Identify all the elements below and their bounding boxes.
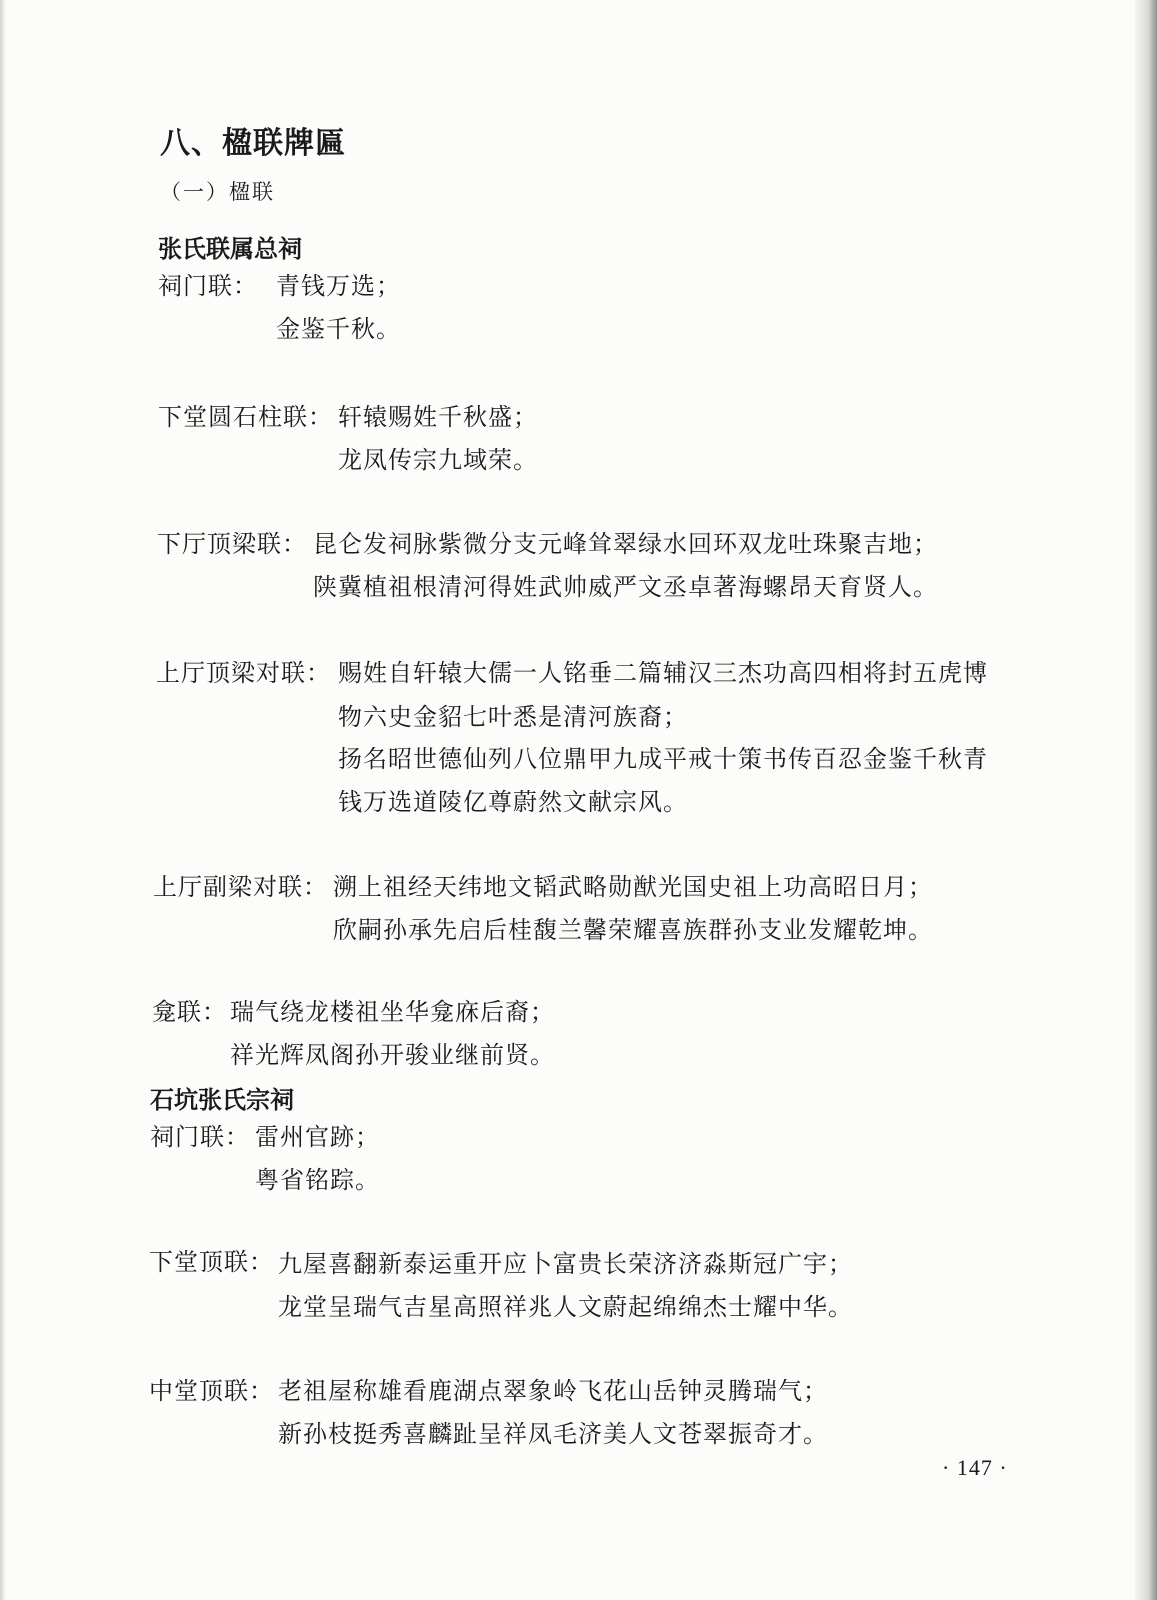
- couplet-line: 欣嗣孙承先启后桂馥兰馨荣耀喜族群孙支业发耀乾坤。: [333, 916, 933, 944]
- couplet-line: 龙堂呈瑞气吉星高照祥兆人文蔚起绵绵杰士耀中华。: [278, 1293, 853, 1321]
- couplet-line: 粤省铭踪。: [255, 1166, 380, 1194]
- couplet-line: 龙凤传宗九域荣。: [338, 446, 538, 474]
- couplet-line: 昆仑发祠脉紫微分支元峰耸翠绿水回环双龙吐珠聚吉地；: [313, 530, 938, 558]
- couplet-label: 下堂顶联：: [149, 1248, 274, 1276]
- page-left-edge: [0, 0, 6, 1600]
- couplet-line: 雷州官跡；: [255, 1123, 380, 1151]
- couplet-line: 扬名昭世德仙列八位鼎甲九成平戒十策书传百忍金鉴千秋青: [338, 745, 988, 773]
- couplet-line: 新孙枝挺秀喜麟趾呈祥凤毛济美人文苍翠振奇才。: [278, 1420, 828, 1448]
- subsection-title: （一）楹联: [160, 180, 275, 204]
- couplet-label: 上厅副梁对联：: [153, 873, 328, 901]
- couplet-label: 下厅顶梁联：: [157, 530, 307, 558]
- couplet-line: 九屋喜翻新泰运重开应卜富贵长荣济济淼斯冠广宇；: [278, 1250, 853, 1278]
- couplet-label: 下堂圆石柱联：: [158, 403, 333, 431]
- couplet-label: 上厅顶梁对联：: [156, 659, 331, 687]
- page-right-edge: [1135, 0, 1157, 1600]
- couplet-line: 金鉴千秋。: [276, 315, 401, 343]
- couplet-line: 瑞气绕龙楼祖坐华龛庥后裔；: [230, 998, 555, 1026]
- couplet-line: 钱万选道陵亿尊蔚然文献宗风。: [338, 788, 688, 816]
- group-title-zhang-main-hall: 张氏联属总祠: [158, 235, 302, 263]
- section-title: 八、楹联牌匾: [160, 126, 346, 161]
- group-title-shikeng-ancestral-hall: 石坑张氏宗祠: [150, 1086, 294, 1114]
- couplet-label: 祠门联：: [158, 272, 258, 300]
- couplet-line: 溯上祖经天纬地文韬武略勋猷光国史祖上功高昭日月；: [333, 873, 933, 901]
- couplet-line: 赐姓自轩辕大儒一人铭垂二篇辅汉三杰功高四相将封五虎博: [338, 659, 988, 687]
- couplet-label: 祠门联：: [150, 1123, 250, 1151]
- couplet-label: 中堂顶联：: [149, 1377, 274, 1405]
- couplet-line: 轩辕赐姓千秋盛；: [338, 403, 538, 431]
- couplet-line: 青钱万选；: [276, 272, 401, 300]
- couplet-line: 祥光辉凤阁孙开骏业继前贤。: [230, 1041, 555, 1069]
- couplet-line: 物六史金貂七叶悉是清河族裔；: [338, 703, 688, 731]
- couplet-line: 陕冀植祖根清河得姓武帅威严文丞卓著海螺昂天育贤人。: [313, 573, 938, 601]
- couplet-label: 龛联：: [152, 998, 227, 1026]
- couplet-line: 老祖屋称雄看鹿湖点翠象岭飞花山岳钟灵腾瑞气；: [278, 1377, 828, 1405]
- page-number: · 147 ·: [942, 1455, 1008, 1480]
